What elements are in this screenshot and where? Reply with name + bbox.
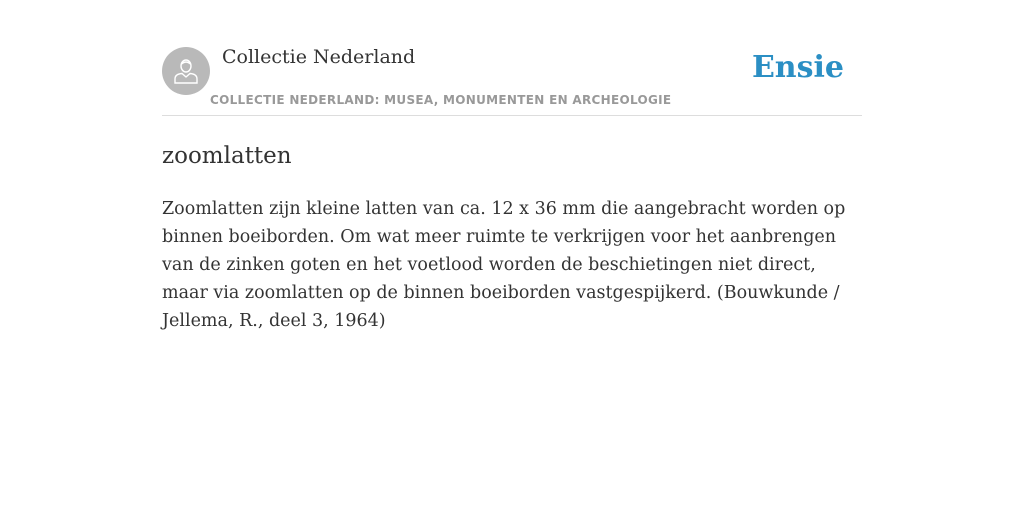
brand-logo[interactable]: Ensie	[751, 50, 844, 85]
entry-card	[162, 40, 862, 335]
avatar[interactable]	[162, 47, 210, 95]
entry-definition: Zoomlatten zijn kleine latten van ca. 12 x 36 mm die aangebracht worden op binnen boeiborden. Om wat meer ruimte te verkrijgen voor het aanbrengen van de zinken goten en het voetlood worden de beschietingen niet direct, maar via zoomlatten op de binnen boeiborden vastgespijkerd. (Bouwkunde / Jellema, R., deel 3, 1964)	[162, 199, 846, 331]
entry-term: zoomlatten	[162, 143, 292, 169]
author-name[interactable]: Collectie Nederland	[222, 46, 416, 68]
user-icon	[171, 56, 201, 86]
source-label[interactable]: COLLECTIE NEDERLAND: MUSEA, MONUMENTEN EN ARCHEOLOGIE	[210, 93, 672, 107]
entry-header	[162, 40, 862, 116]
